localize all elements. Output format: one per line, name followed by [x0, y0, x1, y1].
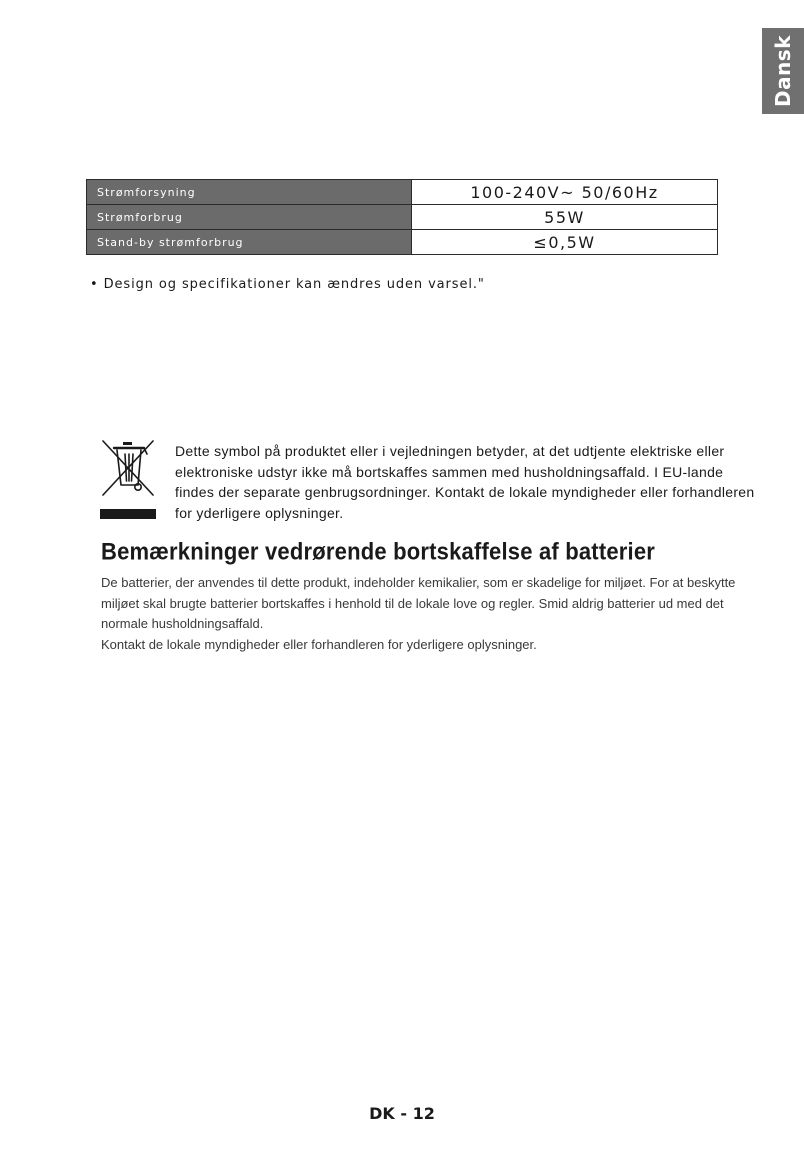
- crossed-out-wheelie-bin-icon: [100, 437, 156, 521]
- battery-disposal-heading: Bemærkninger vedrørende bortskaffelse af batterier: [101, 538, 656, 565]
- spec-value: ≤0,5W: [412, 230, 718, 255]
- battery-disposal-paragraph: De batterier, der anvendes til dette produkt, indeholder kemikalier, som er skadelige for miljøet. For at beskytte miljøet skal brugte batterier bortskaffes i henhold til de lokale love og regler. Smid aldrig batterier ud med det normale husholdningsaffald.: [101, 575, 736, 631]
- spec-label: Strømforsyning: [87, 180, 412, 205]
- battery-contact-line: Kontakt de lokale myndigheder eller forhandleren for yderligere oplysninger.: [101, 636, 537, 652]
- spec-value: 100-240V~ 50/60Hz: [412, 180, 718, 205]
- spec-row: [87, 180, 718, 205]
- spec-row: [87, 230, 718, 255]
- spec-label: Stand-by strømforbrug: [87, 230, 412, 255]
- language-tab-label: Dansk: [771, 34, 796, 108]
- weee-disposal-text: Dette symbol på produktet eller i vejledningen betyder, at det udtjente elektriske eller elektroniske udstyr ikke må bortskaffes sammen med husholdningsaffald. I EU-lande findes der separate genbrugsordninger. Kontakt de lokale myndigheder eller forhandleren for yderligere oplysninger.: [175, 443, 755, 521]
- spec-row: [87, 205, 718, 230]
- battery-disposal-text: [101, 573, 741, 655]
- spec-table: [86, 179, 718, 255]
- language-tab: [762, 28, 804, 114]
- spec-value: 55W: [412, 205, 718, 230]
- page-number: DK - 12: [369, 1104, 435, 1123]
- spec-label: Strømforbrug: [87, 205, 412, 230]
- specification-note: • Design og specifikationer kan ændres uden varsel.": [90, 277, 485, 292]
